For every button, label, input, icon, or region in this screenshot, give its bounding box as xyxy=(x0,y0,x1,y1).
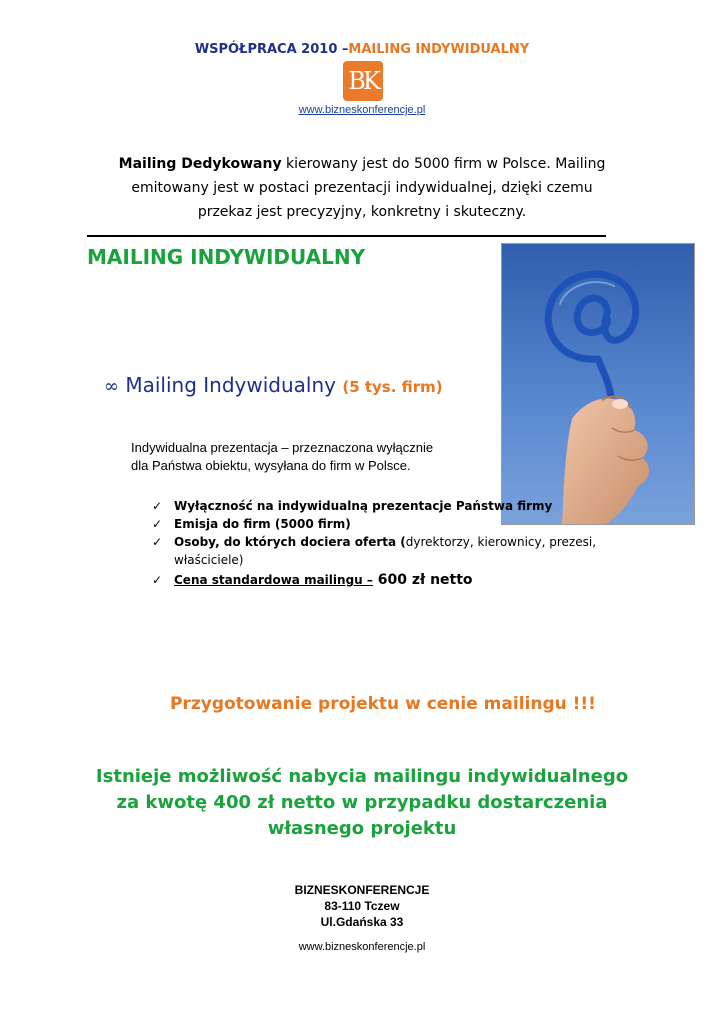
feature-list xyxy=(152,497,632,589)
feature-text-rest: właściciele) xyxy=(174,553,244,567)
header-title-part2: MAILING INDYWIDUALNY xyxy=(348,42,530,57)
price-label: Cena standardowa mailingu – xyxy=(174,573,373,587)
divider-line xyxy=(87,235,606,237)
footer-address xyxy=(0,882,724,930)
at-sign-icon xyxy=(502,244,694,524)
feature-text: Wyłączność na indywidualną prezentacje Państwa firmy xyxy=(174,499,553,513)
intro-bold: Mailing Dedykowany xyxy=(118,156,282,172)
footer-url-link[interactable]: www.bizneskonferencje.pl xyxy=(298,941,426,953)
footer-street: Ul.Gdańska 33 xyxy=(320,915,404,929)
checkmark-icon: ✓ xyxy=(152,517,163,531)
offer-line3: własnego projektu xyxy=(267,818,457,839)
checkmark-icon: ✓ xyxy=(152,499,163,513)
price-value: 600 zł netto xyxy=(372,572,473,588)
preparation-note: Przygotowanie projektu w cenie mailingu !!! xyxy=(170,694,596,714)
list-item-price xyxy=(152,571,632,589)
footer-city: 83-110 Tczew xyxy=(324,899,400,913)
description-line2: dla Państwa obiektu, wysyłana do firm w Polsce. xyxy=(131,458,411,473)
list-item xyxy=(152,515,632,533)
header-url-link[interactable]: www.bizneskonferencje.pl xyxy=(298,104,426,116)
header-title-part1: WSPÓŁPRACA 2010 – xyxy=(194,42,349,57)
logo-text: BK xyxy=(348,67,378,95)
checkmark-icon: ✓ xyxy=(152,573,163,587)
offer-line2: za kwotę 400 zł netto w przypadku dostarczenia xyxy=(116,792,608,813)
product-name: Mailing Indywidualny xyxy=(125,373,336,397)
footer-company: BIZNESKONFERENCJE xyxy=(294,883,430,897)
intro-line3: przekaz jest precyzyjny, konkretny i skuteczny. xyxy=(197,204,527,220)
list-item xyxy=(152,533,632,569)
product-description xyxy=(131,439,433,475)
offer-line1: Istnieje możliwość nabycia mailingu indywidualnego xyxy=(95,766,629,787)
checkmark-icon: ✓ xyxy=(152,535,163,549)
description-line1: Indywidualna prezentacja – przeznaczona wyłącznie xyxy=(131,440,434,455)
feature-text-rest: dyrektorzy, kierownicy, prezesi, xyxy=(405,535,597,549)
product-scope: (5 tys. firm) xyxy=(342,378,443,396)
hand-with-at-sign-photo xyxy=(501,243,695,525)
list-item xyxy=(152,497,632,515)
section-title: MAILING INDYWIDUALNY xyxy=(87,245,366,269)
document-header xyxy=(0,42,724,57)
feature-text: Osoby, do których dociera oferta ( xyxy=(174,535,406,549)
offer-block xyxy=(0,764,724,842)
feature-text: Emisja do firm (5000 firm) xyxy=(174,517,351,531)
company-logo xyxy=(343,61,383,101)
product-heading xyxy=(104,373,443,397)
infinity-icon: ∞ xyxy=(104,376,119,397)
intro-line1: kierowany jest do 5000 firm w Polsce. Mailing xyxy=(281,156,606,172)
intro-paragraph xyxy=(80,152,644,224)
intro-line2: emitowany jest w postaci prezentacji indywidualnej, dzięki czemu xyxy=(131,180,593,196)
